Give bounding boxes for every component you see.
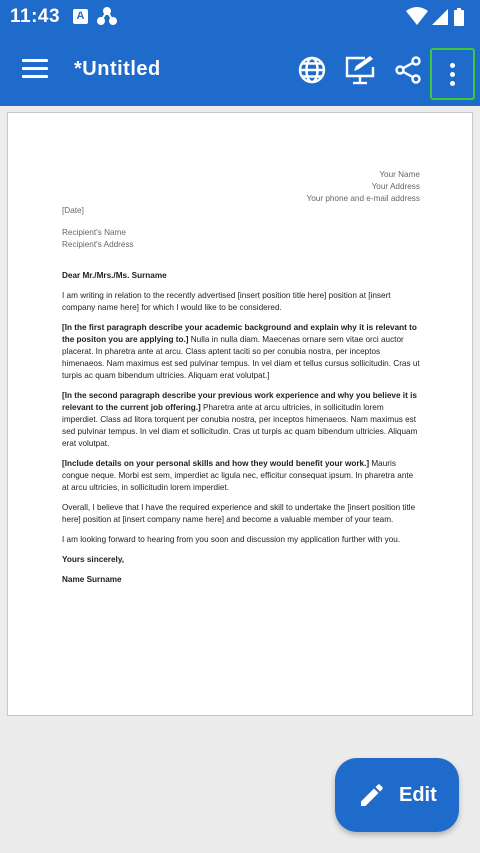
sender-address: Your Address <box>371 182 420 191</box>
signal-icon <box>432 9 448 25</box>
salutation: Dear Mr./Mrs./Ms. Surname <box>62 271 167 280</box>
letter-body <box>62 169 420 586</box>
menu-button[interactable] <box>18 54 58 86</box>
sender-name: Your Name <box>379 170 420 179</box>
paragraph-1: I am writing in relation to the recently advertised [insert position title here] position at [insert company name here] for which I would like to be considered. <box>62 291 391 312</box>
status-bar <box>0 0 480 34</box>
recipient-name: Recipient's Name <box>62 228 126 237</box>
edit-button-label: Edit <box>399 783 437 806</box>
paragraph-3-body: Pharetra ante at arcu ultricies, in sollicitudin lorem imperdiet. Class ad litora torquent per conubia nostra, per inceptos himenaeos. Nam maximus est sed pulvinar tempus. In vel diam et sollicitudin. Cras ut turpis ac quam bibendum ultricies. Aliquam erat volutpat. <box>62 403 418 448</box>
closing: Yours sincerely, <box>62 555 125 564</box>
paragraph-6: I am looking forward to hearing from you soon and discussion my application further with you. <box>62 535 401 544</box>
edit-button[interactable] <box>335 758 459 832</box>
paragraph-3 <box>62 390 420 450</box>
wifi-icon <box>406 7 428 25</box>
paragraph-4-lead: [Include details on your personal skills and how they would benefit your work.] <box>62 459 370 468</box>
document-page[interactable] <box>7 112 473 716</box>
network-icon <box>96 6 118 33</box>
more-options-button[interactable] <box>430 48 475 100</box>
sender-block <box>62 169 420 205</box>
paragraph-2-lead: [In the first paragraph describe your academic background and explain why it is relevant to the positon you are applying to.] <box>62 323 417 344</box>
paragraph-4-body: Mauris congue neque. Morbi est sem, imperdiet ac ligula nec, efficitur consequat ipsum. In pharetra ante at arcu ultricies, in sollicitudin lorem imperdiet. <box>62 459 414 492</box>
signature-name: Name Surname <box>62 575 122 584</box>
letter-date: [Date] <box>62 206 84 215</box>
share-icon <box>393 55 423 85</box>
menu-icon <box>22 59 48 62</box>
more-vertical-icon <box>450 63 455 68</box>
sender-contact: Your phone and e-mail address <box>306 194 420 203</box>
status-time: 11:43 <box>10 6 61 27</box>
paragraph-2-body: Nulla in nulla diam. Maecenas ornare sem vitae orci auctor placerat. In pharetra ante at arcu. Class aptent taciti so per conubia nostra, per inceptos himenaeos. Nam maximus est sed pulvinar tempus. In vel diam et tellus cursus sollicitudin. Cras ut turpis ac quam bibendum ultricies. Aliquam erat volutpat.] <box>62 335 420 380</box>
battery-icon <box>454 8 464 26</box>
recipient-address: Recipient's Address <box>62 240 134 249</box>
present-button[interactable] <box>340 50 380 90</box>
paragraph-3-lead: [In the second paragraph describe your previous work experience and why you believe it is relevant to the current job offering.] <box>62 391 417 412</box>
paragraph-4 <box>62 458 420 494</box>
present-icon <box>343 54 377 86</box>
paragraph-2 <box>62 322 420 382</box>
status-indicators <box>406 7 470 32</box>
share-button[interactable] <box>388 50 428 90</box>
app-bar <box>0 34 480 106</box>
paragraph-5: Overall, I believe that I have the required experience and skill to undertake the [insert position title here] position at [insert company name here] and become a valuable member of your team. <box>62 503 416 524</box>
a-app-icon: A <box>73 9 88 24</box>
document-title: *Untitled <box>74 58 161 80</box>
globe-icon <box>297 55 327 85</box>
language-button[interactable] <box>292 50 332 90</box>
pencil-icon <box>359 782 385 808</box>
